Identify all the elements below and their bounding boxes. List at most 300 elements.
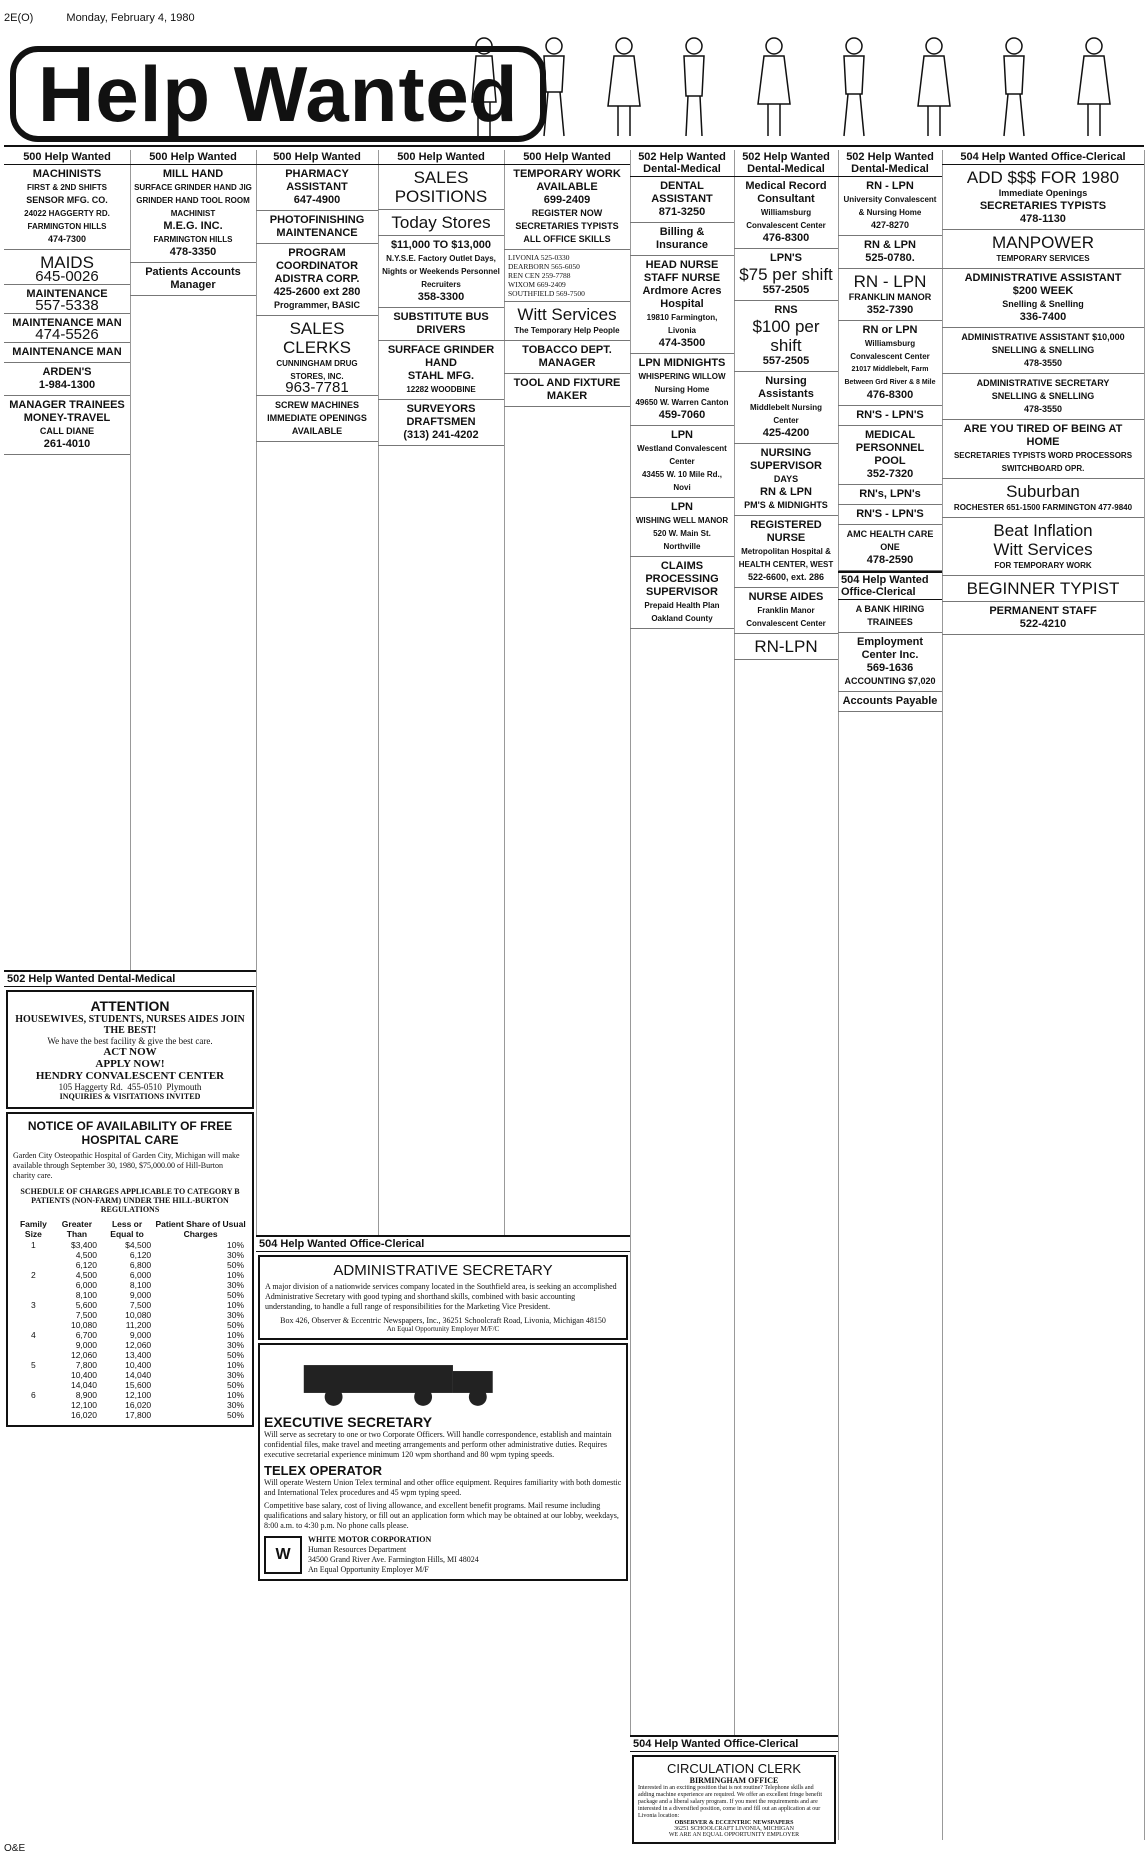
table-cell: 1 [31,1240,36,1250]
table-cell: 7,800 [75,1360,97,1370]
office-row: SOUTHFIELD 569-7500 [508,289,585,298]
ad-rns-100 [734,301,838,372]
ad-phone: (313) 241-4202 [403,429,479,441]
table-cell [13,1350,54,1360]
ad-phone: 478-3550 [1023,358,1063,368]
ad-beginner-typist [942,576,1144,602]
ad-phone: 557-5338 [35,297,99,314]
ad-company: Ardmore Acres Hospital [642,285,722,310]
table-cell: 12,100 [70,1400,97,1410]
ad-office-list [504,250,630,302]
ad-title: ADD $$$ FOR 1980 [966,168,1120,187]
bottom-left-ads [4,970,257,1840]
table-cell [13,1400,54,1410]
ad-title: RN's, LPN's [859,488,921,500]
ad-tobacco [504,341,630,374]
section-heading: 504 Help Wanted Office-Clerical [838,571,942,600]
table-cell: 15,600 [125,1380,152,1390]
ad-phone: 699-2409 [543,194,591,206]
ad-body-3: Competitive base salary, cost of living allowance, and excellent benefit programs. Mail resume including qualifications and salary history, or fill out an application form which may be obtained at our lobby, weekdays, 8:00 a.m. to 4:30 p.m. No phone calls please. [264,1501,619,1530]
ad-phone: 336-7400 [1019,311,1067,323]
section-heading: 500 Help Wanted [4,150,130,165]
ad-phone: 963-7781 [285,379,349,396]
ad-company: ADISTRA CORP. [274,273,360,285]
ad-city: Plymouth [166,1082,202,1092]
ad-subtitle: Immediate Openings [998,188,1088,198]
ad-apply: APPLY NOW! [95,1058,165,1070]
ad-nursing-supervisor [734,444,838,516]
ad-title: MANPOWER [992,233,1094,252]
ad-phone: 557-2505 [762,284,810,296]
ad-title: RN'S - LPN'S [856,409,924,421]
ad-title-2: TELEX OPERATOR [264,1463,382,1478]
ad-phone: 474-5526 [35,326,99,343]
ad-title: MACHINISTS [32,168,102,180]
ad-phone: 1-984-1300 [38,379,96,391]
ad-phone: 645-0026 [35,268,99,285]
ad-title: SURFACE GRINDER HAND [387,344,495,369]
ad-title: SALES CLERKS [282,319,352,357]
table-cell: 10% [226,1300,244,1310]
ad-title: Employment Center Inc. [856,636,923,661]
table-cell: 10,080 [125,1310,152,1320]
masthead [4,32,1144,142]
ad-footer: INQUIRIES & VISITATIONS INVITED [59,1092,201,1101]
table-row [13,1270,247,1280]
ad-title: Patients Accounts Manager [145,266,241,291]
table-header-row [13,1218,247,1240]
ad-title: DENTAL ASSISTANT [651,180,713,205]
ad-accounts-payable [838,692,942,712]
ad-claims-supervisor [630,557,734,629]
ad-personnel-recruiters [378,236,504,308]
ad-title: LPN [671,429,693,441]
ad-shift: PM'S & MIDNIGHTS [744,500,828,510]
ad-title: $11,000 TO $13,000 [390,239,492,251]
ad-subtitle: ACCOUNTING $7,020 [844,676,936,686]
ad-title: REGISTERED NURSE [750,519,822,544]
page-footer: O&E [4,1843,26,1854]
ad-phone: 478-3350 [169,246,217,258]
ad-medical-record-consultant [734,177,838,249]
ad-title: ARDEN'S [42,366,92,378]
ad-title: MAINTENANCE MAN [12,317,122,329]
section-heading: 500 Help Wanted [504,150,630,165]
ad-add-dollars [942,165,1144,230]
ad-manager-trainees [4,396,130,455]
ad-company: STAHL MFG. [407,370,475,382]
table-row [13,1290,247,1300]
masthead-illustration [444,32,1144,142]
ad-title: PHOTOFINISHING MAINTENANCE [269,214,365,239]
ad-columns [4,150,1144,1840]
table-cell: 50% [226,1290,244,1300]
ad-phone: 425-2600 ext 280 [273,286,361,298]
table-cell: 6,000 [75,1280,97,1290]
ad-phone: 455-0510 [127,1082,162,1092]
ad-title: EXECUTIVE SECRETARY [264,1414,433,1430]
ad-title: RN or LPN [862,324,918,336]
section-heading: 504 Help Wanted Office-Clerical [942,150,1144,165]
ad-subtitle: TEMPORARY SERVICES [996,254,1090,263]
office-row: DEARBORN 565-6050 [508,262,580,271]
ad-admin-assistant-2 [942,328,1144,374]
ad-company: SNELLING & SNELLING [991,345,1095,355]
table-cell: 16,020 [125,1400,152,1410]
ad-address: 34500 Grand River Ave. Farmington Hills, MI 48024 [308,1555,479,1564]
ad-body: Interested in an exciting position that is not routine? Telephone skills and adding machine experience are required. We offer an excellent fringe benefit package and a liberal salary program. If you meet the requirements and are interested in a diversified position, come in and fill out an application at our Livonia location: [638,1785,823,1819]
ad-rn-lpn-2 [838,236,942,269]
ad-lpn-wishing-well [630,498,734,557]
ad-company: WISHING WELL MANOR [635,516,729,525]
ad-rns-lpns [838,406,942,426]
ad-title: Billing & Insurance [656,226,708,251]
ad-phone: 352-7390 [866,304,914,316]
table-cell [13,1290,54,1300]
ad-title: ATTENTION [90,998,170,1014]
ad-title: LPN [671,501,693,513]
table-cell: 10,400 [125,1360,152,1370]
table-cell [13,1370,54,1380]
ad-phone: 261-4010 [43,438,91,450]
table-cell: 12,100 [125,1390,152,1400]
ad-title: ADMINISTRATIVE SECRETARY [333,1262,553,1279]
ad-phone: 474-7300 [47,234,87,244]
ad-title: RN - LPN [866,180,914,192]
ad-title: ADMINISTRATIVE ASSISTANT [964,272,1122,284]
ad-eoe: WE ARE AN EQUAL OPPORTUNITY EMPLOYER [668,1832,800,1838]
table-cell: 9,000 [75,1340,97,1350]
ad-nursing-assistants [734,372,838,444]
ad-list: SECRETARIES TYPISTS WORD PROCESSORS SWITCHBOARD OPR. [953,451,1133,473]
ad-bus-drivers [378,308,504,341]
table-cell [13,1280,54,1290]
ad-title: RN & LPN [864,239,916,251]
ad-phone: 569-1636 [866,662,914,674]
table-cell: 30% [226,1250,244,1260]
table-cell: 14,040 [70,1380,97,1390]
masthead-rule [4,145,1144,147]
ad-attention [6,990,254,1109]
ad-title: ARE YOU TIRED OF BEING AT HOME [963,423,1123,448]
table-cell: 11,200 [125,1320,152,1330]
ad-tagline: FOR TEMPORARY WORK [994,561,1092,570]
ad-subtitle: FIRST & 2ND SHIFTS [26,183,107,192]
ad-phone: 557-2505 [762,355,810,367]
ad-phone: 478-2590 [866,554,914,566]
ad-department: Human Resources Department [308,1545,407,1554]
section-heading: 504 Help Wanted Office-Clerical [630,1735,838,1752]
ad-company: Williamsburg Convalescent Center [746,208,826,230]
ad-title: MAIDS [40,253,94,272]
table-cell [13,1320,54,1330]
table-cell: 8,100 [75,1290,97,1300]
section-heading: 500 Help Wanted [256,150,378,165]
table-cell: 5 [31,1360,36,1370]
table-cell: 8,100 [129,1280,152,1290]
table-cell: 50% [226,1320,244,1330]
table-cell: 17,800 [125,1410,152,1420]
page-code: 2E(O) [4,12,34,24]
ad-lpn [630,426,734,498]
ad-subtitle: MONEY-TRAVEL [23,412,111,424]
ad-title: SALES POSITIONS [394,168,488,206]
table-cell: 50% [226,1350,244,1360]
table-cell: 4,500 [75,1250,97,1260]
ad-subtitle: DAYS [773,474,799,484]
ad-witt-services [504,302,630,341]
ad-title: NURSE AIDES [748,591,824,603]
ad-surface-grinder [378,341,504,400]
table-cell: 4 [31,1330,36,1340]
table-cell: 10% [226,1390,244,1400]
table-row [13,1250,247,1260]
ad-title: SCREW MACHINES IMMEDIATE OPENINGS AVAILABLE [267,400,367,436]
ad-executive-secretary [258,1343,628,1581]
table-cell: 50% [226,1260,244,1270]
table-cell: 10% [226,1360,244,1370]
ad-billing [630,223,734,256]
ad-maids [4,250,130,285]
table-cell: 10% [226,1270,244,1280]
ad-address: 21017 Middlebelt, Farm Between Grd River & 8 Mile [844,366,936,386]
notice-schedule: SCHEDULE OF CHARGES APPLICABLE TO CATEGORY B PATIENTS (NON-FARM) UNDER THE HILL-BURTON REGULATIONS [20,1187,240,1214]
table-row [13,1360,247,1370]
ad-sales-positions [378,165,504,210]
table-cell: 5,600 [75,1300,97,1310]
ad-address: Box 426, Observer & Eccentric Newspapers, Inc., 36251 Schoolcraft Road, Livonia, Michigan 48150 [280,1316,606,1325]
ad-screw-machines [256,396,378,442]
ad-phone: 358-3300 [417,291,465,303]
ad-address: 24022 HAGGERTY RD. FARMINGTON HILLS [24,209,110,231]
ad-company-block [264,1535,622,1575]
ad-company: SENSOR MFG. CO. [26,195,108,205]
ad-suburban [942,479,1144,518]
ad-circulation-clerk [632,1755,836,1844]
ad-company: Westland Convalescent Center [637,444,727,466]
table-cell: 50% [226,1410,244,1420]
table-cell [13,1380,54,1390]
income-table [13,1218,247,1420]
ad-body: Will serve as secretary to one or two Corporate Officers. Will handle correspondence, establish and maintain confidential files, make travel and meeting arrangements and perform other administrative duties. Requires executive secretarial experience minimum 120 wpm shorthand and 80 wpm typing speeds. [264,1430,612,1459]
table-row [13,1410,247,1420]
page-title: Help Wanted [10,46,546,142]
ad-subtitle: N.Y.S.E. Factory Outlet Days, Nights or Weekends Personnel Recruiters [382,254,500,289]
ad-title: RNS [774,304,798,316]
ad-address: 12282 WOODBINE [406,385,476,394]
ad-city: FARMINGTON HILLS [153,235,233,244]
ad-title: PHARMACY ASSISTANT [285,168,349,193]
ad-rn-lpn-university [838,177,942,236]
ad-title: CLAIMS PROCESSING SUPERVISOR [645,560,719,598]
ad-title: TEMPORARY WORK AVAILABLE [513,168,621,193]
white-motor-logo: W [264,1536,302,1574]
ad-phone: 476-8300 [762,232,810,244]
table-cell [13,1310,54,1320]
ad-title: LPN MIDNIGHTS [638,357,726,369]
ad-rate: $200 WEEK [1012,285,1074,297]
truck-illustration [264,1349,622,1409]
ad-act: ACT NOW [103,1046,157,1058]
ad-phone: 525-0780. [865,252,915,264]
ad-title: PERMANENT STAFF [989,605,1097,617]
ad-beat-inflation [942,518,1144,576]
ad-title: HEAD NURSE STAFF NURSE [643,259,721,284]
ad-body: A major division of a nationwide services company located in the Southfield area, is seeking an accomplished Administrative Secretary with good typing and shorthand skills, combined with basic accounting understanding, to handle a full range of responsibilities for the Marketing Vice President. [265,1282,617,1311]
ad-rn-lpn-franklin [838,269,942,321]
ad-subtitle: REGISTER NOW [531,208,603,218]
table-row [13,1280,247,1290]
table-cell [13,1250,54,1260]
running-head [4,12,1144,24]
ad-title: RN'S - LPN'S [856,508,924,520]
ad-body-2: Will operate Western Union Telex terminal and other office equipment. Requires familiarity with both domestic and International Telex procedures and 45 wpm typing speed. [264,1478,622,1497]
section-heading: 504 Help Wanted Office-Clerical [256,1235,630,1252]
ad-address: 520 W. Main St. Northville [653,529,711,551]
ad-phone: 476-8300 [866,389,914,401]
ad-lpns-75 [734,249,838,301]
ad-title: MANAGER TRAINEES [9,399,125,411]
ad-company: Snelling & Snelling [1002,299,1084,309]
table-row [13,1370,247,1380]
ad-address: 36251 SCHOOLCRAFT LIVONIA, MICHIGAN [674,1826,794,1832]
ad-title: Today Stores [391,213,491,232]
ad-title: CIRCULATION CLERK [666,1761,802,1776]
table-cell: 6 [31,1390,36,1400]
notice-title: NOTICE OF AVAILABILITY OF FREE HOSPITAL CARE [27,1119,233,1147]
ad-title: ADMINISTRATIVE ASSISTANT $10,000 [961,332,1125,342]
notice-body: Garden City Osteopathic Hospital of Garden City, Michigan will make available through September 30, 1980, $75,000.00 of Hill-Burton charity care. [13,1151,240,1180]
table-cell: 8,900 [75,1390,97,1400]
table-cell: 3 [31,1300,36,1310]
ad-patients-accounts [130,263,256,296]
ad-address-block [308,1535,479,1575]
ad-list: SECRETARIES TYPISTS [979,200,1107,212]
table-row [13,1300,247,1310]
table-cell: 13,400 [125,1350,152,1360]
table-cell: 14,040 [125,1370,152,1380]
ad-title: MILL HAND [162,168,224,180]
ad-company: SNELLING & SNELLING [991,391,1095,401]
ad-title: SURVEYORS DRAFTSMEN [406,403,476,428]
ad-phone: 352-7320 [866,468,914,480]
table-row [13,1330,247,1340]
table-row [13,1340,247,1350]
bottom-middle-ads [256,1235,631,1840]
table-row [13,1320,247,1330]
ad-phone: 425-4200 [762,427,810,439]
ad-head-nurse [630,256,734,354]
ad-title: Medical Record Consultant [745,180,827,205]
ad-rn-or-lpn [838,321,942,406]
ad-rns-lpns-2 [838,485,942,505]
ad-company: Franklin Manor Convalescent Center [746,606,826,628]
ad-pharmacy [256,165,378,211]
table-header: Patient Share of Usual Charges [155,1219,246,1239]
ad-sales-clerks [256,316,378,396]
bottom-right-ads [630,1735,839,1840]
ad-rn-lpn-bottom [734,634,838,660]
table-row [13,1380,247,1390]
ad-list: SECRETARIES TYPISTS ALL OFFICE SKILLS [515,221,619,244]
ad-company: CUNNINGHAM DRUG STORES, INC. [276,359,358,381]
section-heading: 502 Help Wanted Dental-Medical [838,150,942,177]
ad-medical-pool [838,426,942,485]
ad-phone: 474-3500 [658,337,706,349]
table-cell: 10% [226,1330,244,1340]
section-heading: 500 Help Wanted [378,150,504,165]
ad-company: Williamsburg Convalescent Center [850,339,930,361]
ad-address: 19810 Farmington, Livonia [646,313,718,335]
ad-lpn-midnights [630,354,734,426]
ad-company: M.E.G. INC. [163,220,223,232]
ad-company: Middlebelt Nursing Center [750,403,822,425]
table-row [13,1310,247,1320]
ad-eoe: An Equal Opportunity Employer M/F [308,1565,429,1574]
table-cell: 9,000 [129,1330,152,1340]
ad-title: MEDICAL PERSONNEL POOL [855,429,925,467]
section-heading: 500 Help Wanted [130,150,256,165]
table-cell: 30% [226,1370,244,1380]
ad-permanent-staff [942,602,1144,635]
column-7 [734,150,839,1840]
ad-company: Metropolitan Hospital & HEALTH CENTER, WEST [738,547,834,569]
ad-title: Accounts Payable [842,695,938,707]
ad-dental-assistant [630,177,734,223]
ad-program-coordinator [256,244,378,316]
table-cell [13,1410,54,1420]
table-header: Greater Than [61,1219,93,1239]
ad-title: BEGINNER TYPIST [966,579,1120,598]
table-cell: 30% [226,1310,244,1320]
ad-company: University Convalescent & Nursing Home [843,195,937,217]
ad-company: Witt Services [993,540,1093,559]
ad-company: FRANKLIN MANOR [848,292,932,302]
ad-subtitle: BIRMINGHAM OFFICE [689,1776,779,1785]
ad-title: AMC HEALTH CARE ONE [846,529,934,552]
column-9 [942,150,1145,1840]
ad-company: OBSERVER & ECCENTRIC NEWSPAPERS [674,1820,794,1826]
table-header: Family Size [19,1219,47,1239]
ad-address: 43455 W. 10 Mile Rd., Novi [641,470,723,492]
section-heading: 502 Help Wanted Dental-Medical [734,150,838,177]
table-cell: $4,500 [125,1240,152,1250]
table-row [13,1350,247,1360]
ad-phone: 478-3550 [1023,404,1063,414]
ad-subtitle: The Temporary Help People [514,326,620,335]
ad-admin-secretary-small [942,374,1144,420]
ad-registered-nurse [734,516,838,588]
table-row [13,1390,247,1400]
table-cell: 6,700 [75,1330,97,1340]
table-cell: 6,000 [129,1270,152,1280]
ad-admin-assistant [942,269,1144,328]
table-cell: 6,800 [129,1260,152,1270]
ad-subtitle: Prepaid Health Plan Oakland County [644,601,720,623]
ad-machinists [4,165,130,250]
ad-title: PROGRAM COORDINATOR [275,247,359,272]
ad-administrative-secretary [258,1255,628,1340]
table-cell: 16,020 [70,1410,97,1420]
ad-maintenance-man-2 [4,343,130,363]
ad-manpower [942,230,1144,269]
ad-phone: 522-6600, ext. 286 [747,572,825,582]
table-cell: 10,080 [70,1320,97,1330]
ad-title: RN-LPN [754,637,818,656]
ad-address: 49650 W. Warren Canton [635,398,729,407]
table-cell: 30% [226,1280,244,1290]
ad-eoe: An Equal Opportunity Employer M/F/C [386,1325,500,1333]
